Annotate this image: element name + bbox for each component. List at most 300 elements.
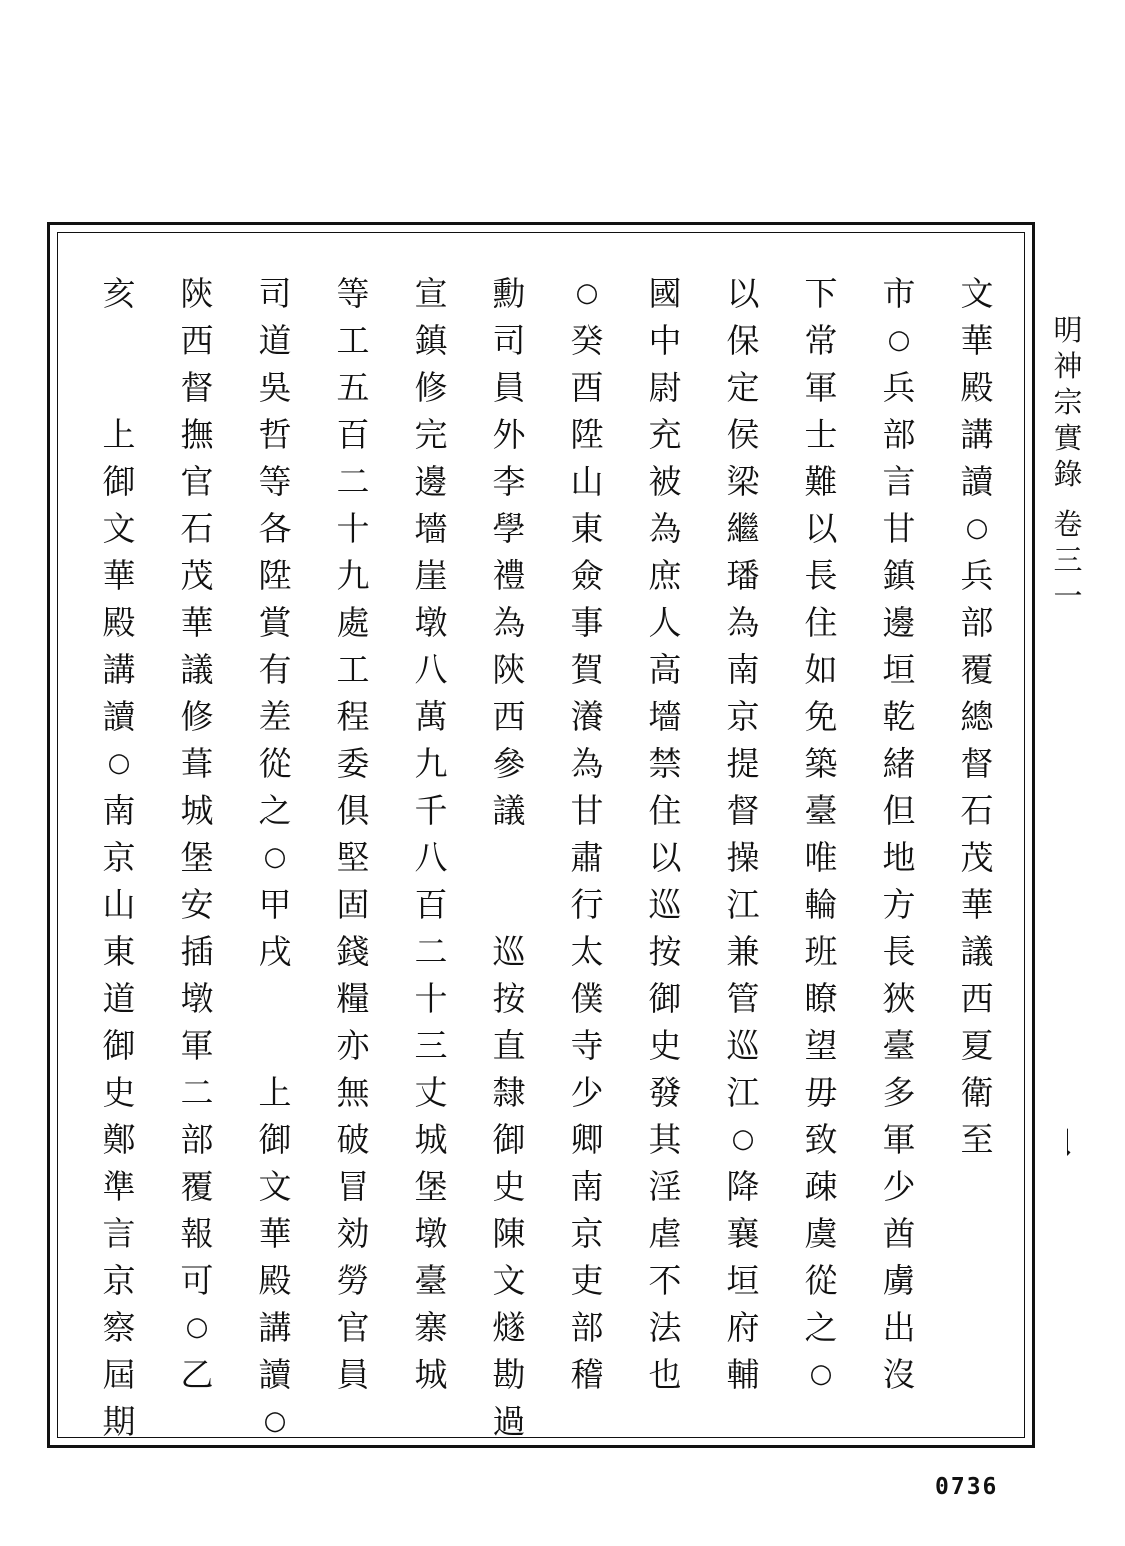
character: 甘: [570, 791, 604, 830]
character: 十: [414, 979, 448, 1018]
character: 期: [102, 1402, 136, 1441]
entry-separator-mark: ○: [575, 278, 599, 308]
character: 言: [882, 462, 916, 501]
character: 致: [804, 1120, 838, 1159]
character: 免: [804, 697, 838, 736]
character: 二: [336, 462, 370, 501]
character: 乙: [180, 1355, 214, 1394]
character: 墻: [414, 509, 448, 548]
character: 員: [492, 368, 526, 407]
character: 議: [492, 791, 526, 830]
character: 但: [882, 791, 916, 830]
character: 撫: [180, 415, 214, 454]
character: 東: [570, 509, 604, 548]
character: 臺: [804, 791, 838, 830]
character: 方: [882, 885, 916, 924]
character: 總: [960, 697, 994, 736]
character: 道: [102, 979, 136, 1018]
character: 屆: [102, 1355, 136, 1394]
character: 員: [336, 1355, 370, 1394]
character: 禁: [648, 744, 682, 783]
character: 修: [414, 368, 448, 407]
character: 戌: [258, 932, 292, 971]
character: 下: [804, 274, 838, 313]
character: 處: [336, 603, 370, 642]
character: 江: [726, 1073, 760, 1112]
character: [486, 834, 532, 881]
character: 上: [258, 1073, 292, 1112]
character: 亦: [336, 1026, 370, 1065]
text-column: [330, 270, 376, 1400]
character: 陞: [570, 415, 604, 454]
character: 士: [804, 415, 838, 454]
character: 有: [258, 650, 292, 689]
character: 虞: [804, 1214, 838, 1253]
character: 山: [102, 885, 136, 924]
character: 輪: [804, 885, 838, 924]
character: 地: [882, 838, 916, 877]
character: 為: [492, 603, 526, 642]
character: 華: [258, 1214, 292, 1253]
character: 五: [336, 368, 370, 407]
book-title: [1053, 312, 1082, 492]
character: 石: [960, 791, 994, 830]
character: 外: [492, 415, 526, 454]
character: 修: [180, 697, 214, 736]
character: 吳: [258, 368, 292, 407]
character: 墩: [414, 1214, 448, 1253]
character: 八: [414, 650, 448, 689]
entry-separator-mark: ○: [107, 748, 131, 778]
character: 寺: [570, 1026, 604, 1065]
character: 淫: [648, 1167, 682, 1206]
character: 千: [414, 791, 448, 830]
character: 府: [726, 1308, 760, 1347]
character: 覆: [180, 1167, 214, 1206]
character: 二: [414, 932, 448, 971]
character: 等: [258, 462, 292, 501]
character: 繼: [726, 509, 760, 548]
character: 九: [414, 744, 448, 783]
character: 僕: [570, 979, 604, 1018]
character: 華: [960, 321, 994, 360]
character: 少: [570, 1073, 604, 1112]
running-head: [1048, 312, 1088, 614]
character: 議: [960, 932, 994, 971]
character: 司: [258, 274, 292, 313]
character: 尉: [648, 368, 682, 407]
character: 茂: [960, 838, 994, 877]
character: 陞: [258, 556, 292, 595]
entry-separator-mark: ○: [263, 842, 287, 872]
character: 固: [336, 885, 370, 924]
character: 文: [492, 1261, 526, 1300]
character: 九: [336, 556, 370, 595]
character: 充: [648, 415, 682, 454]
character: 華: [102, 556, 136, 595]
character: 言: [102, 1214, 136, 1253]
character: 酉: [570, 368, 604, 407]
character: 堡: [414, 1167, 448, 1206]
character: [96, 364, 142, 411]
text-column: [408, 270, 454, 1400]
character: 講: [258, 1308, 292, 1347]
body-text: [96, 270, 1000, 1441]
character: 華: [960, 885, 994, 924]
volume-label: [1053, 506, 1082, 614]
character: 夏: [960, 1026, 994, 1065]
character: 以: [804, 509, 838, 548]
character: 萬: [414, 697, 448, 736]
character: 長: [804, 556, 838, 595]
character: 御: [492, 1120, 526, 1159]
character: 也: [648, 1355, 682, 1394]
entry-separator-mark: ○: [809, 1359, 833, 1389]
character: 國: [648, 274, 682, 313]
character: 毋: [804, 1073, 838, 1112]
character: 石: [180, 509, 214, 548]
character: 官: [336, 1308, 370, 1347]
character: 僉: [570, 556, 604, 595]
running-head-glyph: 神: [1053, 349, 1083, 383]
character: 察: [102, 1308, 136, 1347]
character: 準: [102, 1167, 136, 1206]
character: 保: [726, 321, 760, 360]
character: 為: [726, 603, 760, 642]
character: [486, 881, 532, 928]
character: [252, 975, 298, 1022]
entry-separator-mark: ○: [731, 1124, 755, 1154]
character: 少: [882, 1167, 916, 1206]
character: 行: [570, 885, 604, 924]
character: 議: [180, 650, 214, 689]
character: 完: [414, 415, 448, 454]
character: 陳: [492, 1214, 526, 1253]
character: 襄: [726, 1214, 760, 1253]
character: 住: [648, 791, 682, 830]
text-column: [564, 270, 610, 1400]
character: 史: [492, 1167, 526, 1206]
character: 事: [570, 603, 604, 642]
character: 操: [726, 838, 760, 877]
character: 各: [258, 509, 292, 548]
character: 提: [726, 744, 760, 783]
character: [252, 1022, 298, 1069]
character: 東: [102, 932, 136, 971]
character: 冒: [336, 1167, 370, 1206]
character: 以: [648, 838, 682, 877]
character: 俱: [336, 791, 370, 830]
character: 侯: [726, 415, 760, 454]
character: 定: [726, 368, 760, 407]
character: 巡: [648, 885, 682, 924]
character: 文: [960, 274, 994, 313]
text-column: [252, 270, 298, 1436]
character: 巡: [726, 1026, 760, 1065]
character: 學: [492, 509, 526, 548]
character: 部: [882, 415, 916, 454]
character: 瞭: [804, 979, 838, 1018]
character: 京: [726, 697, 760, 736]
running-head-glyph: 三: [1053, 543, 1083, 577]
entry-separator-mark: ○: [887, 325, 911, 355]
text-column: [486, 270, 532, 1441]
character: 住: [804, 603, 838, 642]
character: 講: [102, 650, 136, 689]
character: 管: [726, 979, 760, 1018]
character: 工: [336, 321, 370, 360]
character: 哲: [258, 415, 292, 454]
character: 李: [492, 462, 526, 501]
character: 望: [804, 1026, 838, 1065]
character: 參: [492, 744, 526, 783]
character: 督: [180, 368, 214, 407]
character: 班: [804, 932, 838, 971]
character: 讀: [102, 697, 136, 736]
character: 講: [960, 415, 994, 454]
character: 華: [180, 603, 214, 642]
character: 勘: [492, 1355, 526, 1394]
character: 堡: [180, 838, 214, 877]
character: 之: [804, 1308, 838, 1347]
character: 部: [960, 603, 994, 642]
character: 沒: [882, 1355, 916, 1394]
character: 直: [492, 1026, 526, 1065]
character: 疎: [804, 1167, 838, 1206]
character: 可: [180, 1261, 214, 1300]
character: 酋: [882, 1214, 916, 1253]
character: 城: [180, 791, 214, 830]
running-head-glyph: 明: [1053, 313, 1083, 347]
character: 程: [336, 697, 370, 736]
character: 文: [102, 509, 136, 548]
running-head-glyph: 錄: [1053, 457, 1083, 491]
character: 臺: [414, 1261, 448, 1300]
character: 西: [492, 697, 526, 736]
character: 錢: [336, 932, 370, 971]
text-column: [798, 270, 844, 1400]
character: 發: [648, 1073, 682, 1112]
character: 報: [180, 1214, 214, 1253]
character: 殿: [258, 1261, 292, 1300]
character: 降: [726, 1167, 760, 1206]
entry-separator-mark: ○: [965, 513, 989, 543]
character: 太: [570, 932, 604, 971]
character: 中: [648, 321, 682, 360]
character: 為: [648, 509, 682, 548]
character: 兵: [960, 556, 994, 595]
character: 寨: [414, 1308, 448, 1347]
character: 之: [258, 791, 292, 830]
character: 文: [258, 1167, 292, 1206]
character: 二: [180, 1073, 214, 1112]
character: 邊: [414, 462, 448, 501]
character: 墩: [414, 603, 448, 642]
character: [96, 317, 142, 364]
running-head-glyph: 一: [1053, 579, 1083, 613]
character: 官: [180, 462, 214, 501]
character: 城: [414, 1355, 448, 1394]
character: 衛: [960, 1073, 994, 1112]
character: 狹: [882, 979, 916, 1018]
character: 史: [102, 1073, 136, 1112]
character: 不: [648, 1261, 682, 1300]
character: 賞: [258, 603, 292, 642]
text-column: [96, 270, 142, 1441]
character: 西: [960, 979, 994, 1018]
character: 堅: [336, 838, 370, 877]
character: 吏: [570, 1261, 604, 1300]
character: 南: [570, 1167, 604, 1206]
character: 効: [336, 1214, 370, 1253]
character: 垣: [882, 650, 916, 689]
running-head-glyph: 卷: [1053, 507, 1083, 541]
character: 軍: [882, 1120, 916, 1159]
character: 西: [180, 321, 214, 360]
character: 從: [804, 1261, 838, 1300]
character: 茂: [180, 556, 214, 595]
character: 多: [882, 1073, 916, 1112]
character: 軍: [804, 368, 838, 407]
character: 難: [804, 462, 838, 501]
character: 部: [570, 1308, 604, 1347]
character: 按: [492, 979, 526, 1018]
character: 宣: [414, 274, 448, 313]
character: 緒: [882, 744, 916, 783]
folio-number: 一: [1047, 1127, 1082, 1157]
character: 道: [258, 321, 292, 360]
character: 稽: [570, 1355, 604, 1394]
character: 陝: [492, 650, 526, 689]
character: 御: [102, 1026, 136, 1065]
character: 璠: [726, 556, 760, 595]
character: 人: [648, 603, 682, 642]
running-head-glyph: 宗: [1053, 385, 1083, 419]
character: 被: [648, 462, 682, 501]
character: 十: [336, 509, 370, 548]
character: 巡: [492, 932, 526, 971]
character: 肅: [570, 838, 604, 877]
character: 百: [336, 415, 370, 454]
character: 差: [258, 697, 292, 736]
character: 三: [414, 1026, 448, 1065]
character: 庶: [648, 556, 682, 595]
character: 鄭: [102, 1120, 136, 1159]
character: 墻: [648, 697, 682, 736]
character: 臺: [882, 1026, 916, 1065]
character: 部: [180, 1120, 214, 1159]
character: 等: [336, 274, 370, 313]
character: 垣: [726, 1261, 760, 1300]
character: 御: [102, 462, 136, 501]
character: 城: [414, 1120, 448, 1159]
character: 隸: [492, 1073, 526, 1112]
character: 鎮: [414, 321, 448, 360]
character: 勞: [336, 1261, 370, 1300]
entry-separator-mark: ○: [185, 1312, 209, 1342]
character: 以: [726, 274, 760, 313]
character: 江: [726, 885, 760, 924]
character: 亥: [102, 274, 136, 313]
text-column: [174, 270, 220, 1400]
character: 長: [882, 932, 916, 971]
character: 虐: [648, 1214, 682, 1253]
character: 如: [804, 650, 838, 689]
character: 輔: [726, 1355, 760, 1394]
text-column: [954, 270, 1000, 1400]
character: 按: [648, 932, 682, 971]
character: 至: [960, 1120, 994, 1159]
character: 常: [804, 321, 838, 360]
character: 百: [414, 885, 448, 924]
character: 破: [336, 1120, 370, 1159]
character: 御: [258, 1120, 292, 1159]
running-head-glyph: 實: [1053, 421, 1083, 455]
character: 兵: [882, 368, 916, 407]
character: 工: [336, 650, 370, 689]
character: 築: [804, 744, 838, 783]
character: 卿: [570, 1120, 604, 1159]
character: 瀁: [570, 697, 604, 736]
character: 兼: [726, 932, 760, 971]
character: 邊: [882, 603, 916, 642]
character: 軍: [180, 1026, 214, 1065]
character: 崖: [414, 556, 448, 595]
character: 糧: [336, 979, 370, 1018]
character: 過: [492, 1402, 526, 1441]
character: 南: [726, 650, 760, 689]
character: 燧: [492, 1308, 526, 1347]
character: 市: [882, 274, 916, 313]
character: 殿: [960, 368, 994, 407]
character: 南: [102, 791, 136, 830]
character: 高: [648, 650, 682, 689]
character: 賀: [570, 650, 604, 689]
character: 御: [648, 979, 682, 1018]
character: 為: [570, 744, 604, 783]
character: 禮: [492, 556, 526, 595]
character: 法: [648, 1308, 682, 1347]
character: 無: [336, 1073, 370, 1112]
character: 丈: [414, 1073, 448, 1112]
character: 葺: [180, 744, 214, 783]
text-column: [720, 270, 766, 1400]
character: 墩: [180, 979, 214, 1018]
character: 其: [648, 1120, 682, 1159]
character: 京: [102, 838, 136, 877]
character: 癸: [570, 321, 604, 360]
character: 京: [570, 1214, 604, 1253]
character: 督: [960, 744, 994, 783]
character: 甲: [258, 885, 292, 924]
character: 甘: [882, 509, 916, 548]
character: 委: [336, 744, 370, 783]
character: 唯: [804, 838, 838, 877]
character: 鎮: [882, 556, 916, 595]
character: 從: [258, 744, 292, 783]
entry-separator-mark: ○: [263, 1406, 287, 1436]
character: 讀: [960, 462, 994, 501]
character: 乾: [882, 697, 916, 736]
character: 出: [882, 1308, 916, 1347]
character: 山: [570, 462, 604, 501]
character: 司: [492, 321, 526, 360]
character: 殿: [102, 603, 136, 642]
page-number: 0736: [935, 1474, 999, 1500]
character: 安: [180, 885, 214, 924]
character: 插: [180, 932, 214, 971]
character: 虜: [882, 1261, 916, 1300]
